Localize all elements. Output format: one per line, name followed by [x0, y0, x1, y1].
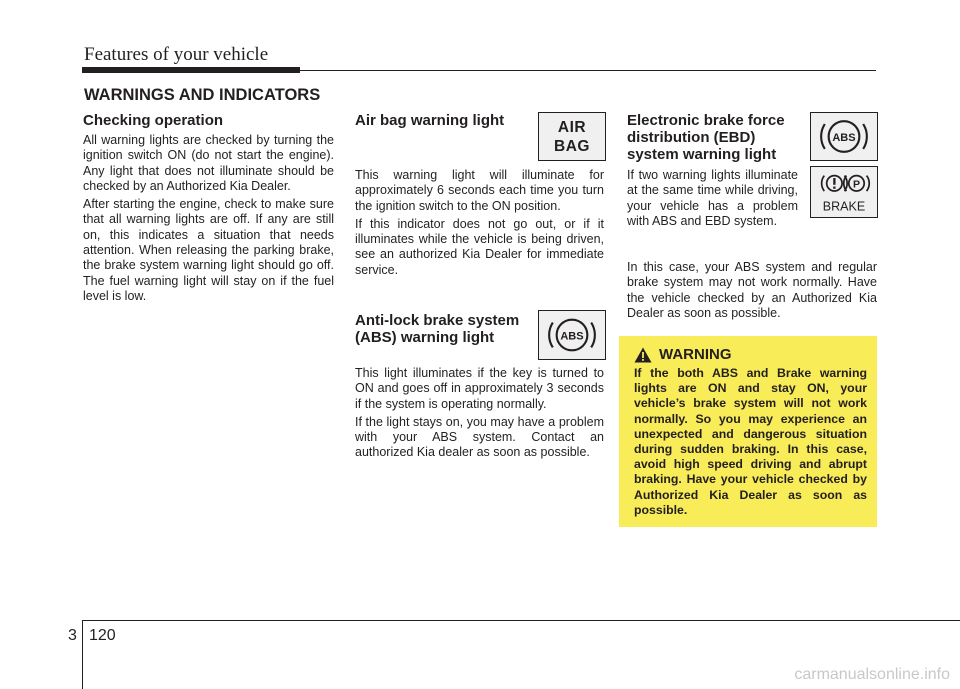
warning-triangle-icon: [634, 347, 652, 363]
abs-paragraph-1: This light illuminates if the key is turned to ON and goes off in approximately 3 seconds if the system is operating normally.: [355, 366, 604, 411]
airbag-indicator-line1: AIR: [557, 118, 587, 136]
airbag-indicator-icon: [538, 112, 606, 161]
abs-warning-body: [355, 366, 604, 464]
brake-indicator-icon: [810, 166, 878, 218]
warning-title: WARNING: [659, 346, 732, 363]
ebd-abs-indicator-label: ABS: [832, 131, 856, 144]
footer-rule: [82, 620, 960, 621]
brake-indicator-label: BRAKE: [822, 199, 866, 214]
abs-indicator-label: ABS: [560, 330, 584, 343]
ebd-warning-heading: Electronic brake force distribution (EBD) system warning light: [627, 112, 785, 163]
checking-operation-section: [83, 112, 334, 307]
checking-paragraph-1: All warning lights are checked by turning the ignition switch ON (do not start the engine). Any light that does not illuminate should be checked by an Authorized Kia Dealer.: [83, 133, 334, 193]
ebd-paragraph-1: If two warning lights illuminate at the same time while driving, your vehicle has a problem with ABS and EBD system.: [627, 168, 798, 228]
checking-paragraph-2: After starting the engine, check to make sure that all warning lights are off. If any are still on, this indicates a situation that needs attention. When releasing the parking brake, the brake system warning light should go off. The fuel warning light will stay on if the fuel level is low.: [83, 197, 334, 303]
airbag-paragraph-1: This warning light will illuminate for approximately 6 seconds each time you turn the ignition switch to the ON position.: [355, 168, 604, 213]
abs-paragraph-2: If the light stays on, you may have a problem with your ABS system. Contact an authorized Kia dealer as soon as possible.: [355, 414, 604, 460]
airbag-warning-heading: Air bag warning light: [355, 112, 505, 129]
section-title: WARNINGS AND INDICATORS: [84, 86, 321, 104]
warning-header: [634, 346, 867, 363]
checking-operation-heading: Checking operation: [83, 112, 224, 129]
airbag-paragraph-2: If this indicator does not go out, or if it illuminates while the vehicle is being driven, see an authorized Kia Dealer for immediate service.: [355, 216, 604, 277]
abs-indicator-icon: [538, 310, 606, 360]
checking-operation-body: [83, 133, 334, 304]
header-title: Features of your vehicle: [84, 44, 269, 65]
ebd-abs-indicator-icon: [810, 112, 878, 161]
ebd-paragraph-2: In this case, your ABS system and regular brake system may not work normally. Have the vehicle checked by an Authorized Kia Dealer as soon as possible.: [627, 260, 877, 320]
abs-warning-heading: Anti-lock brake system (ABS) warning light: [355, 312, 520, 346]
svg-text:P: P: [852, 178, 861, 191]
watermark: carmanualsonline.info: [794, 666, 950, 683]
airbag-indicator-line2: BAG: [554, 137, 590, 155]
header-rule-thick: [82, 67, 300, 73]
warning-text: If the both ABS and Brake warning lights are ON and stay ON, your vehicle’s brake system will not work normally. So you may experience an unexpected and dangerous situation during sudden braking. In this case, avoid high speed driving and abrupt braking. Have your vehicle checked by Authorized Kia Dealer as soon as possible.: [634, 366, 867, 517]
page-number: 120: [89, 627, 116, 644]
warning-box: [619, 336, 877, 527]
airbag-warning-body: [355, 168, 604, 281]
chapter-number: 3: [68, 627, 77, 644]
header-rule-thin: [300, 70, 876, 71]
footer-divider: [82, 620, 83, 689]
